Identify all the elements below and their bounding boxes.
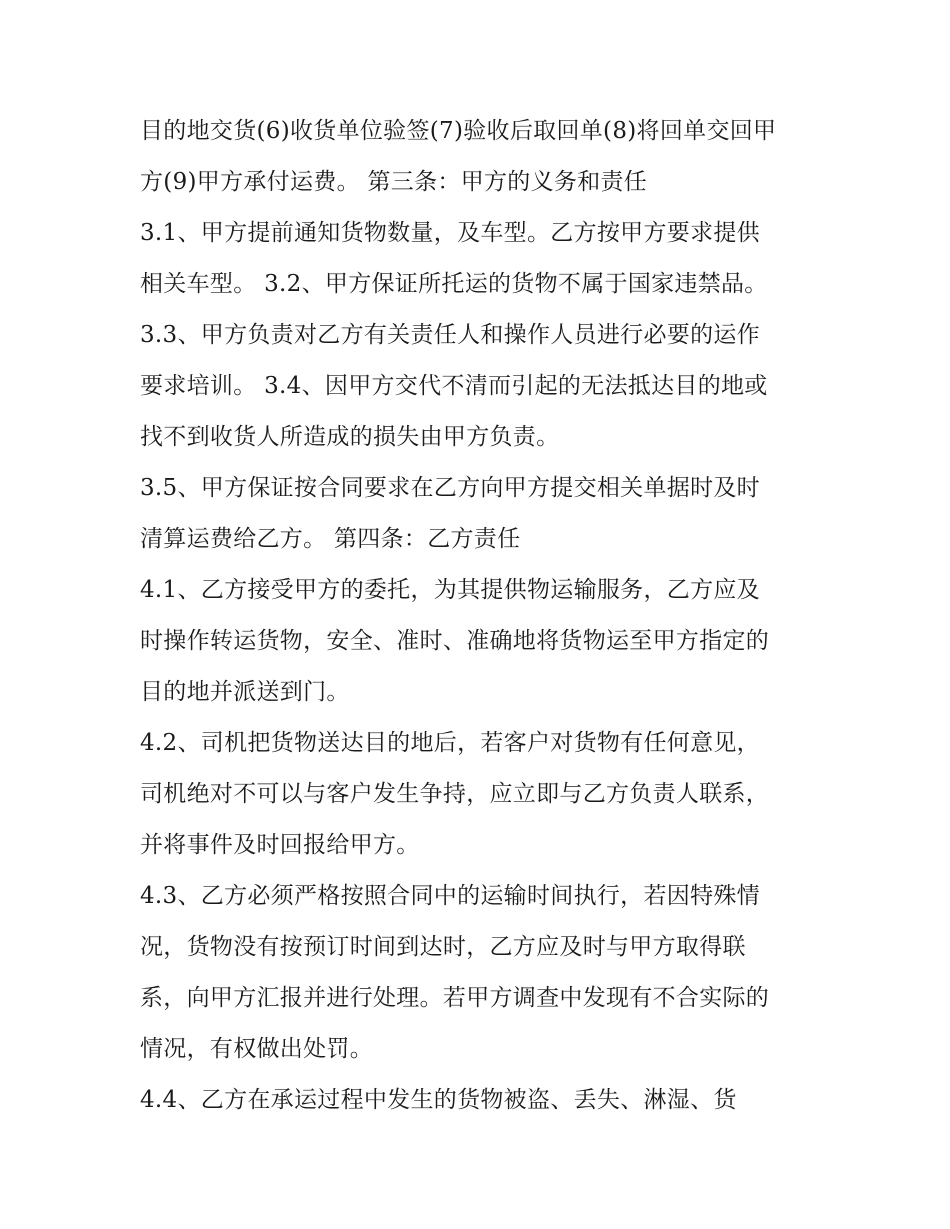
text-line: 系，向甲方汇报并进行处理。若甲方调查中发现有不合实际的 <box>140 985 770 1011</box>
text-line: 并将事件及时回报给甲方。 <box>140 832 420 858</box>
text-line: 目的地交货(6)收货单位验签(7)验收后取回单(8)将回单交回甲 <box>140 118 777 144</box>
text-line: 情况，有权做出处罚。 <box>140 1036 373 1062</box>
contract-text-body <box>140 106 830 1126</box>
text-line: 3.5、甲方保证按合同要求在乙方向甲方提交相关单据时及时 <box>140 475 760 501</box>
text-line: 时操作转运货物，安全、准时、准确地将货物运至甲方指定的 <box>140 628 770 654</box>
text-line: 相关车型。 3.2、甲方保证所托运的货物不属于国家违禁品。 <box>140 271 768 297</box>
text-line: 目的地并派送到门。 <box>140 679 350 705</box>
text-line: 司机绝对不可以与客户发生争持，应立即与乙方负责人联系， <box>140 781 770 807</box>
text-line: 4.4、乙方在承运过程中发生的货物被盗、丢失、淋湿、货 <box>140 1087 737 1113</box>
text-line: 况，货物没有按预订时间到达时，乙方应及时与甲方取得联 <box>140 934 746 960</box>
text-line: 3.3、甲方负责对乙方有关责任人和操作人员进行必要的运作 <box>140 322 760 348</box>
text-line: 4.2、司机把货物送达目的地后，若客户对货物有任何意见， <box>140 730 760 756</box>
text-line: 方(9)甲方承付运费。 第三条：甲方的义务和责任 <box>140 169 648 195</box>
text-line: 清算运费给乙方。 第四条：乙方责任 <box>140 526 521 552</box>
text-line: 找不到收货人所造成的损失由甲方负责。 <box>140 424 560 450</box>
text-line: 4.3、乙方必须严格按照合同中的运输时间执行，若因特殊情 <box>140 883 760 909</box>
text-line: 要求培训。 3.4、因甲方交代不清而引起的无法抵达目的地或 <box>140 373 768 399</box>
text-line: 4.1、乙方接受甲方的委托，为其提供物运输服务，乙方应及 <box>140 577 760 603</box>
text-line: 3.1、甲方提前通知货物数量，及车型。乙方按甲方要求提供 <box>140 220 760 246</box>
